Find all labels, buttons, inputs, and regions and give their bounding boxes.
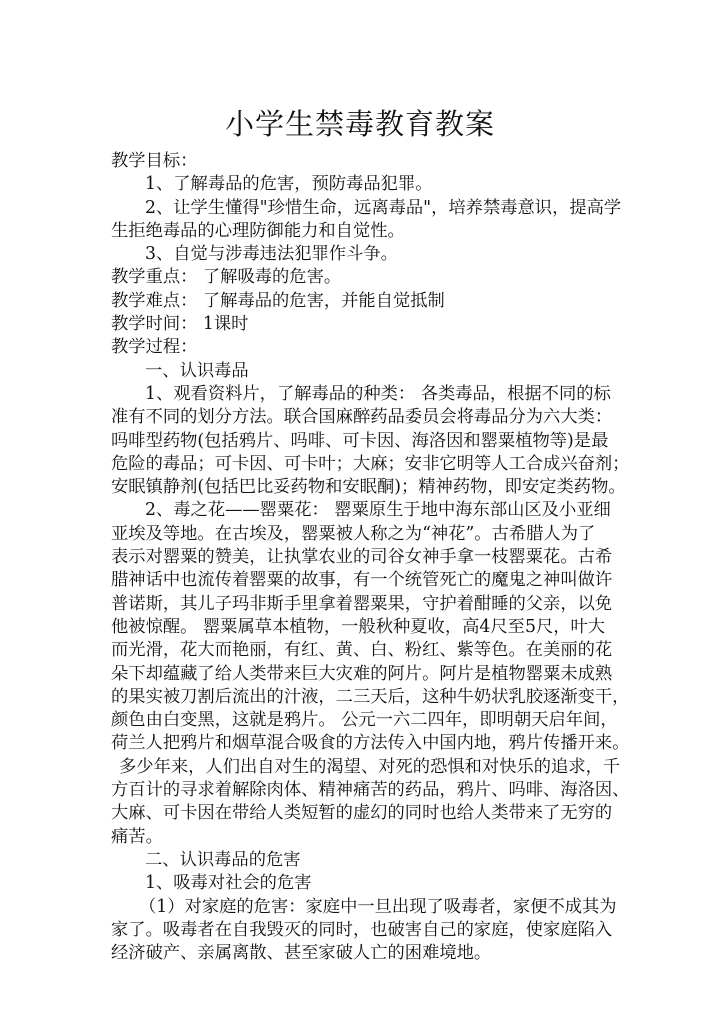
body-line: 的果实被刀割后流出的汁液，二三天后，这种牛奶状乳胶逐渐变干， — [111, 686, 630, 707]
body-line: 教学过程： — [111, 337, 198, 358]
body-line: 生拒绝毒品的心理防御能力和自觉性。 — [111, 220, 405, 241]
body-line: 朵下却蕴藏了给人类带来巨大灾难的阿片。阿片是植物罂粟未成熟 — [111, 663, 613, 684]
body-line: 教学目标： — [111, 151, 198, 171]
body-line: 2、毒之花——罂粟花： 罂粟原生于地中海东部山区及小亚细 — [145, 500, 611, 521]
body-line: 危险的毒品；可卡因、可卡叶；大麻；安非它明等人工合成兴奋剂； — [111, 453, 630, 474]
body-line: 经济破产、亲属离散、甚至家破人亡的困难境地。 — [111, 943, 492, 964]
body-line: 2、让学生懂得"珍惜生命，远离毒品"，培养禁毒意识，提高学 — [145, 197, 622, 218]
body-line: 荷兰人把鸦片和烟草混合吸食的方法传入中国内地，鸦片传播开来。 — [111, 733, 630, 754]
body-line: 亚埃及等地。在古埃及，罂粟被人称之为“神花”。古希腊人为了 — [111, 523, 596, 544]
body-line: 腊神话中也流传着罂粟的故事，有一个统管死亡的魔鬼之神叫做许 — [111, 570, 613, 591]
body-line: 方百计的寻求着解除肉体、精神痛苦的药品，鸦片、吗啡、海洛因、 — [111, 780, 630, 801]
body-line: 吗啡型药物(包括鸦片、吗啡、可卡因、海洛因和罂粟植物等)是最 — [111, 430, 609, 451]
body-line: 表示对罂粟的赞美，让执掌农业的司谷女神手拿一枝罂粟花。古希 — [111, 547, 613, 568]
body-line: 二、认识毒品的危害 — [145, 849, 301, 870]
body-line: 他被惊醒。 罂粟属草本植物，一般秋种夏收，高4尺至5尺，叶大 — [111, 616, 606, 637]
body-line: 普诺斯，其儿子玛非斯手里拿着罂粟果，守护着酣睡的父亲，以免 — [111, 593, 613, 614]
body-line: 一、认识毒品 — [145, 360, 249, 381]
body-line: 而光滑，花大而艳丽，有红、黄、白、粉红、紫等色。在美丽的花 — [111, 640, 613, 661]
body-line: 教学重点： 了解吸毒的危害。 — [111, 267, 342, 288]
body-line: 1、了解毒品的危害，预防毒品犯罪。 — [145, 174, 433, 195]
body-line: 多少年来，人们出自对生的渴望、对死的恐惧和对快乐的追求，千 — [119, 756, 621, 777]
body-line: 3、自觉与涉毒违法犯罪作斗争。 — [145, 244, 398, 265]
body-line: 颜色由白变黑，这就是鸦片。 公元一六二四年，即明朝天启年间， — [111, 710, 618, 731]
body-line: 安眠镇静剂(包括巴比妥药物和安眠酮)；精神药物，即安定类药物。 — [111, 477, 626, 498]
body-line: 痛苦。 — [111, 826, 163, 847]
body-line: 家了。吸毒者在自我毁灭的同时，也破害自己的家庭，使家庭陷入 — [111, 919, 613, 940]
body-line: 准有不同的划分方法。联合国麻醉药品委员会将毒品分为六大类： — [111, 407, 613, 428]
document-body — [111, 150, 631, 965]
document-title: 小学生禁毒教育教案 — [224, 107, 495, 141]
body-line: （1）对家庭的危害：家庭中一旦出现了吸毒者，家便不成其为 — [139, 896, 617, 917]
body-line: 1、观看资料片，了解毒品的种类： 各类毒品，根据不同的标 — [145, 383, 611, 404]
body-line: 教学时间： 1课时 — [111, 314, 249, 335]
body-line: 1、吸毒对社会的危害 — [145, 873, 312, 894]
body-line: 大麻、可卡因在带给人类短暂的虚幻的同时也给人类带来了无穷的 — [111, 803, 613, 824]
body-line: 教学难点： 了解毒品的危害，并能自觉抵制 — [111, 290, 445, 311]
